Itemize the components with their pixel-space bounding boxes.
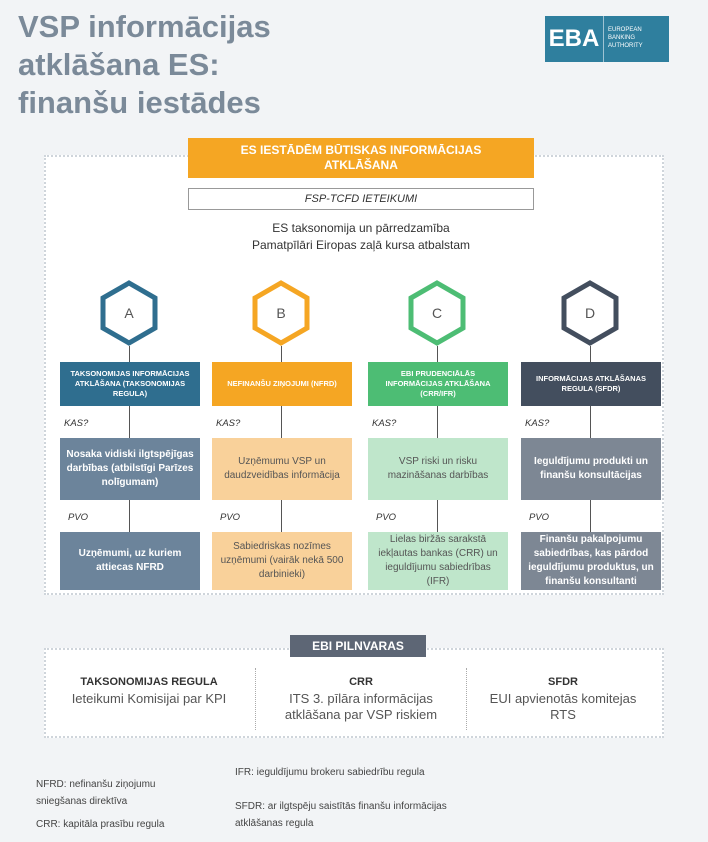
connector-line	[590, 346, 591, 362]
footnote-crr: CRR: kapitāla prasību regula	[36, 819, 165, 830]
eba-logo	[545, 16, 669, 62]
footnote-ifr: IFR: ieguldījumu brokeru sabiedrību regula	[235, 767, 425, 778]
column-a	[60, 280, 200, 600]
logo-line-2: BANKING	[608, 35, 636, 41]
column-letter: D	[584, 305, 596, 321]
what-box: Ieguldījumu produkti un finanšu konsultācijas	[521, 438, 661, 500]
ebi-col-text: ITS 3. pīlāra informācijas atklāšana par VSP riskiem	[284, 691, 438, 722]
column-header: INFORMĀCIJAS ATKLĀŠANAS REGULA (SFDR)	[521, 362, 661, 406]
ebi-col-text: Ieteikumi Komisijai par KPI	[71, 691, 227, 706]
kas-label: KAS?	[525, 418, 550, 429]
ebi-col-title: CRR	[349, 676, 373, 688]
connector-line	[437, 346, 438, 362]
subtext-line-1: ES taksonomija un pārredzamība	[272, 221, 450, 235]
column-letter: A	[124, 305, 134, 321]
connector-line	[129, 406, 130, 438]
what-box: VSP riski un risku mazināšanas darbības	[368, 438, 508, 500]
column-d	[521, 280, 661, 600]
who-box: Lielas biržās sarakstā iekļautas bankas (CRR) un ieguldījumu sabiedrības (IFR)	[368, 532, 508, 590]
column-letter: B	[276, 305, 286, 321]
footnote-nfrd: NFRD: nefinanšu ziņojumu sniegšanas direktīva	[36, 779, 156, 807]
ebi-label: EBI PILNVARAS	[290, 635, 426, 657]
ebi-col-taxonomy	[64, 676, 234, 707]
what-box: Nosaka vidiski ilgtspējīgas darbības (atbilstīgi Parīzes nolīgumam)	[60, 438, 200, 500]
column-header: NEFINANŠU ZIŅOJUMI (NFRD)	[212, 362, 352, 406]
kas-label: KAS?	[372, 418, 397, 429]
what-box: Uzņēmumu VSP un daudzveidības informācija	[212, 438, 352, 500]
logo-text	[603, 16, 669, 62]
pvo-label: PVO	[529, 512, 550, 523]
connector-line	[129, 346, 130, 362]
connector-line	[590, 500, 591, 532]
ebi-col-title: TAKSONOMIJAS REGULA	[80, 676, 218, 688]
ebi-col-crr	[276, 676, 446, 723]
page-title: VSP informācijas atklāšana ES: finanšu iestādes	[18, 9, 271, 120]
connector-line	[590, 406, 591, 438]
column-b	[212, 280, 352, 600]
connector-line	[281, 500, 282, 532]
connector-line	[281, 406, 282, 438]
who-box: Sabiedriskas nozīmes uzņēmumi (vairāk nekā 500 darbinieki)	[212, 532, 352, 590]
who-box: Uzņēmumi, uz kuriem attiecas NFRD	[60, 532, 200, 590]
column-c	[368, 280, 508, 600]
footnote-sfdr: SFDR: ar ilgtspēju saistītās finanšu informācijas atklāšanas regula	[235, 801, 447, 829]
connector-line	[437, 406, 438, 438]
who-box: Finanšu pakalpojumu sabiedrības, kas pārdod ieguldījumu produktus, un finanšu konsultanti	[521, 532, 661, 590]
divider	[466, 668, 467, 730]
logo-line-1: EUROPEAN	[608, 27, 642, 33]
kas-label: KAS?	[64, 418, 89, 429]
pvo-label: PVO	[376, 512, 397, 523]
connector-line	[437, 500, 438, 532]
subtext	[188, 220, 534, 254]
logo-line-3: AUTHORITY	[608, 43, 643, 49]
divider	[255, 668, 256, 730]
connector-line	[281, 346, 282, 362]
column-header: EBI PRUDENCIĀLĀS INFORMĀCIJAS ATKLĀŠANA (CRR/IFR)	[368, 362, 508, 406]
ebi-col-text: EUI apvienotās komitejas RTS	[489, 691, 637, 722]
pvo-label: PVO	[220, 512, 241, 523]
kas-label: KAS?	[216, 418, 241, 429]
pvo-label: PVO	[68, 512, 89, 523]
logo-mark: EBA	[545, 16, 603, 62]
column-header: TAKSONOMIJAS INFORMĀCIJAS ATKLĀŠANA (TAKSONOMIJAS REGULA)	[60, 362, 200, 406]
main-banner: ES IESTĀDĒM BŪTISKAS INFORMĀCIJAS ATKLĀŠANA	[188, 138, 534, 178]
fsp-tcfd-box: FSP-TCFD IETEIKUMI	[188, 188, 534, 210]
ebi-col-title: SFDR	[548, 676, 578, 688]
column-letter: C	[431, 305, 443, 321]
subtext-line-2: Pamatpīlāri Eiropas zaļā kursa atbalstam	[251, 238, 471, 252]
connector-line	[129, 500, 130, 532]
ebi-col-sfdr	[478, 676, 648, 723]
